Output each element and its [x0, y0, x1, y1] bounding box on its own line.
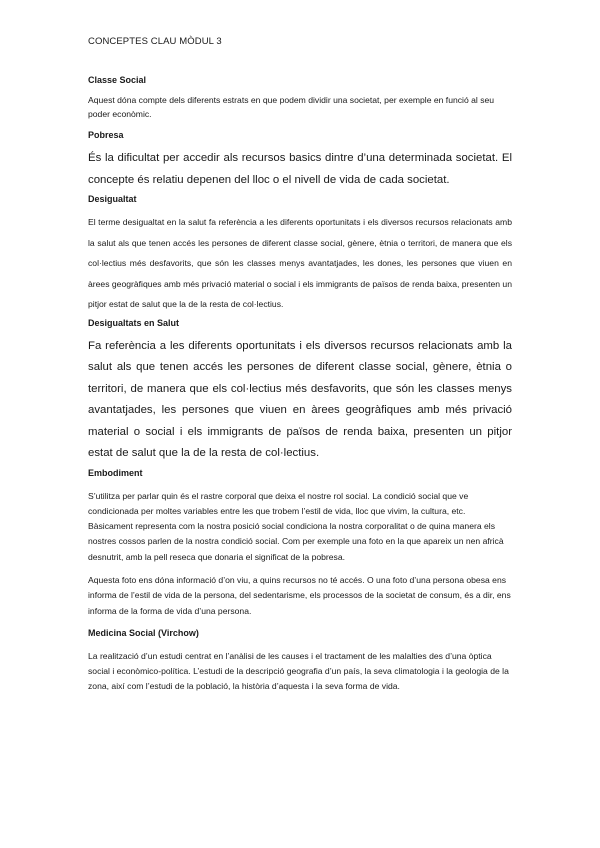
- section-paragraph: La realització d’un estudi centrat en l’anàlisi de les causes i el tractament de les malalties des d’una òptica social i econòmico-política. L’estudi de la descripció geografia d’un país, la seva climatologia i la geologia de la zona, així com l’estudi de la població, la història d’aquesta i la seva forma de vida.: [88, 650, 509, 692]
- section-medicina-social: [88, 627, 512, 695]
- section-heading: Desigualtats en Salut: [88, 317, 180, 328]
- section-paragraph: És la dificultat per accedir als recursos basics dintre d’una determinada societat. El concepte és relatiu depenen del lloc o el nivell de vida de cada societat.: [88, 152, 512, 186]
- section-paragraph: El terme desigualtat en la salut fa referència a les diferents oportunitats i els diversos recursos relacionats amb la salut als que tenen accés les persones de diferent classe social, gènere, ètnia o territori, de manera que els col·lectius més desfavorits, que són les classes menys avantatjades, les dones, les persones que viuen en àrees geogràfiques amb més privació material o social i els immigrants de països de renda baixa, presenten un pitjor estat de salut que la de la resta de col·lectius.: [88, 217, 512, 309]
- page-header: CONCEPTES CLAU MÒDUL 3: [88, 36, 222, 47]
- section-desigualtat: [88, 193, 512, 315]
- section-desigualtats-en-salut: [88, 317, 512, 465]
- section-heading: Embodiment: [88, 467, 143, 478]
- section-heading: Classe Social: [88, 75, 147, 85]
- section-paragraph: S’utilitza per parlar quin és el rastre corporal que deixa el nostre rol social. La condició social que ve condicionada per moltes variables entre les que trobem l’estil de vida, lloc que vivim, la cultura, etc. Bàsicament representa com la nostra posició social condiciona la nostra corporalitat o de quina manera els nostres cossos parlen de la nostra condició social. Com per exemple una foto en la que apareix un nen africà desnutrit, amb la pell reseca que donaria el significat de la pobresa.: [88, 490, 504, 562]
- section-heading: Medicina Social (Virchow): [88, 627, 199, 638]
- section-paragraph: Fa referència a les diferents oportunitats i els diversos recursos relacionats amb la salut als que tenen accés les persones de diferent classe social, gènere, ètnia o territori, de manera que els col·lectius més desfavorits, que són les classes menys avantatjades, les persones que viuen en àrees geogràfiques amb més privació material o social i els immigrants de països de renda baixa, presenten un pitjor estat de salut que la de la resta de col·lectius.: [88, 339, 512, 459]
- section-embodiment: [88, 467, 512, 619]
- document-page: [88, 36, 512, 703]
- section-classe-social: [88, 74, 512, 121]
- section-heading: Pobresa: [88, 130, 124, 140]
- section-heading: Desigualtat: [88, 194, 137, 204]
- section-pobresa: [88, 129, 512, 191]
- section-paragraph: Aquest dóna compte dels diferents estrats en que podem dividir una societat, per exemple en funció al seu poder econòmic.: [88, 95, 495, 119]
- section-paragraph: Aquesta foto ens dóna informació d’on viu, a quins recursos no té accés. O una foto d’una persona obesa ens informa de l’estil de vida de la persona, del sedentarisme, els processos de la societat de consum, és a dir, ens informa de la forma de vida d’una persona.: [88, 574, 511, 616]
